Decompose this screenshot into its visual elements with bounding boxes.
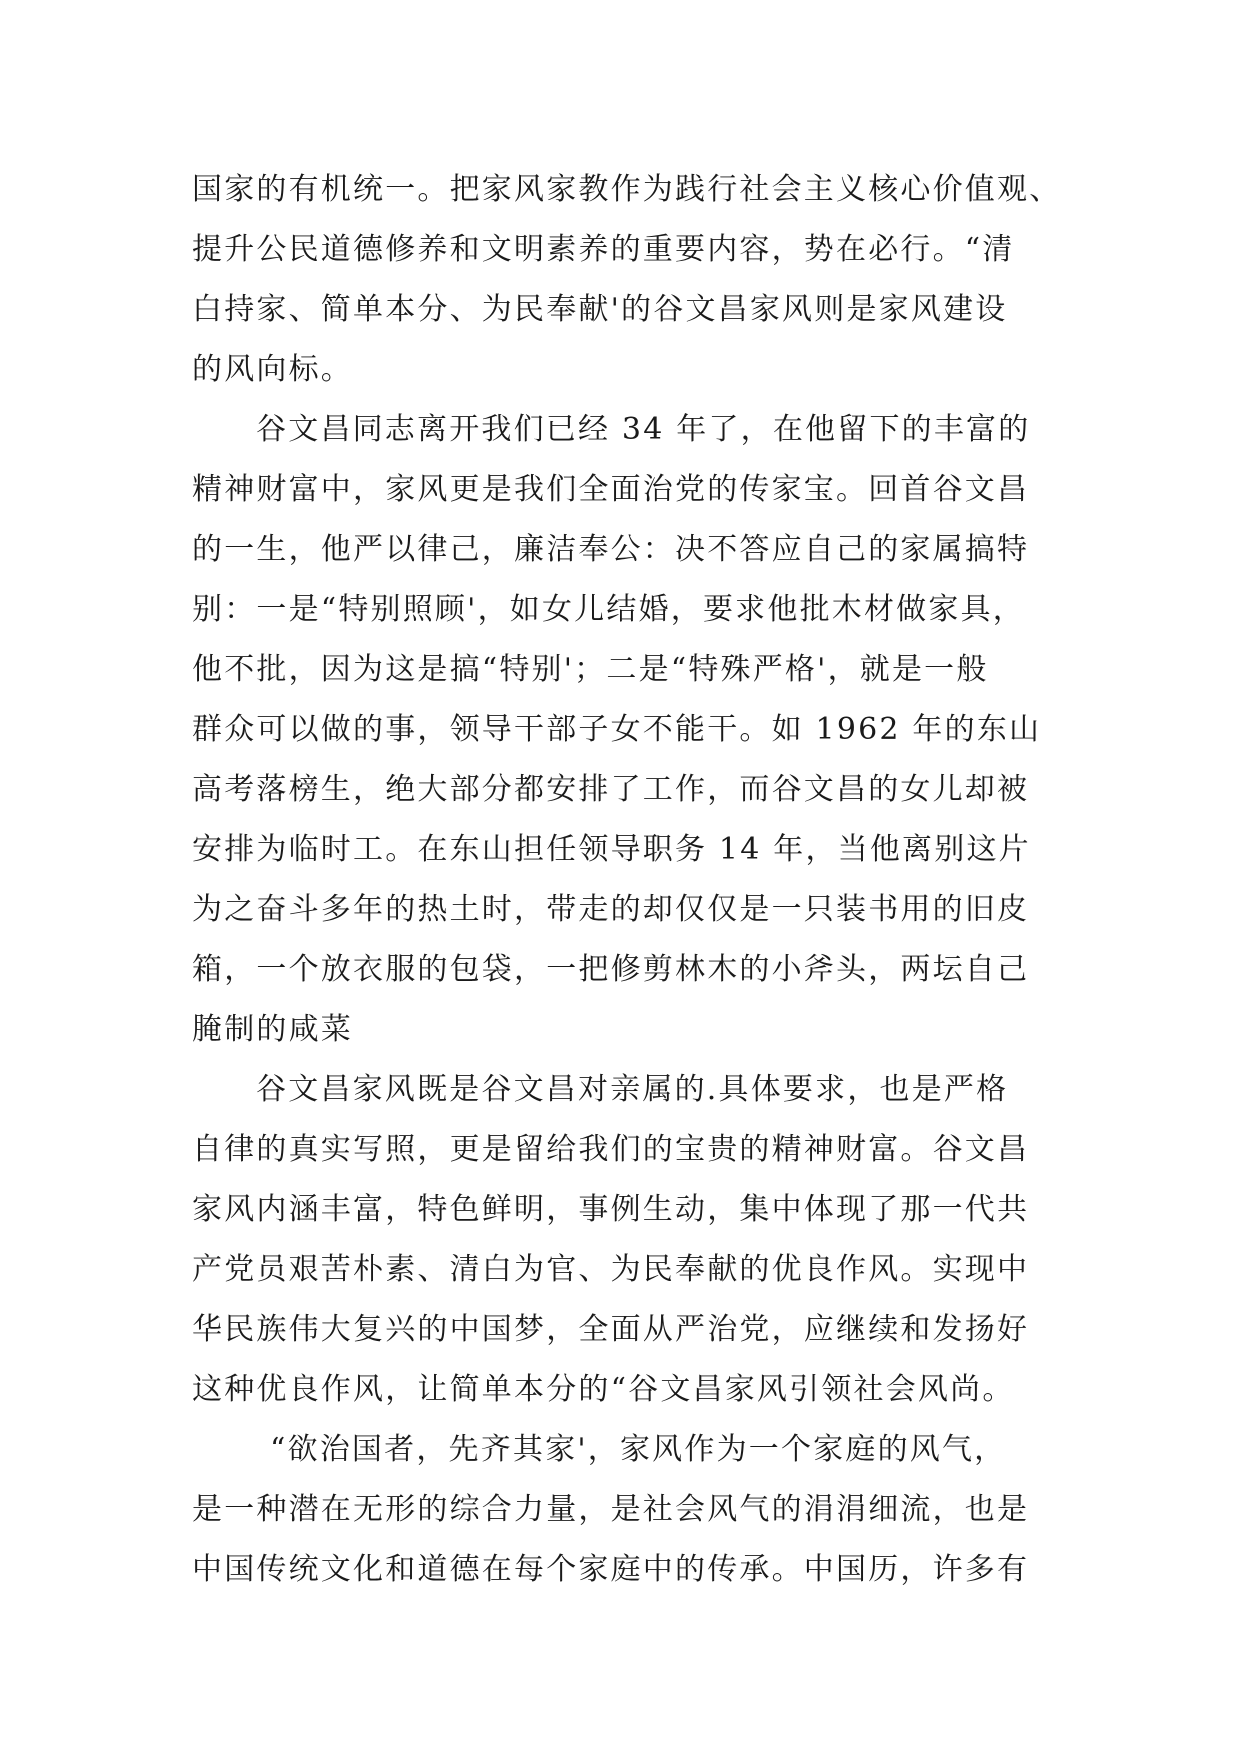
paragraph-line: 产党员艰苦朴素、清白为官、为民奉献的优良作风。实现中	[192, 1252, 1030, 1287]
paragraph-line: 他不批，因为这是搞“特别'；二是“特殊严格'，就是一般	[192, 652, 989, 687]
paragraph-line: 这种优良作风，让简单本分的“谷文昌家风引领社会风尚。	[192, 1372, 1015, 1407]
paragraph-line: 谷文昌同志离开我们已经 34 年了，在他留下的丰富的	[256, 412, 1031, 447]
paragraph-line: “欲治国者，先齐其家'，家风作为一个家庭的风气，	[270, 1432, 1007, 1467]
document-body	[192, 160, 1092, 1600]
paragraph-line: 是一种潜在无形的综合力量，是社会风气的涓涓细流，也是	[192, 1492, 1030, 1527]
paragraph-line: 华民族伟大复兴的中国梦，全面从严治党，应继续和发扬好	[192, 1312, 1030, 1347]
paragraph-line: 提升公民道德修养和文明素养的重要内容，势在必行。“清	[192, 232, 1015, 267]
paragraph-line: 精神财富中，家风更是我们全面治党的传家宝。回首谷文昌	[192, 472, 1030, 507]
paragraph-line: 高考落榜生，绝大部分都安排了工作，而谷文昌的女儿却被	[192, 772, 1030, 807]
paragraph	[192, 160, 1092, 400]
paragraph-line: 的风向标。	[192, 352, 353, 387]
paragraph-line: 的一生，他严以律己，廉洁奉公：决不答应自己的家属搞特	[192, 532, 1030, 567]
paragraph	[192, 400, 1092, 1060]
paragraph-line: 别：一是“特别照顾'，如女儿结婚，要求他批木材做家具，	[192, 592, 1025, 627]
paragraph-line: 群众可以做的事，领导干部子女不能干。如 1962 年的东山	[192, 712, 1042, 747]
paragraph-line: 腌制的咸菜	[192, 1012, 353, 1047]
paragraph-line: 自律的真实写照，更是留给我们的宝贵的精神财富。谷文昌	[192, 1132, 1030, 1167]
paragraph-line: 安排为临时工。在东山担任领导职务 14 年，当他离别这片	[192, 832, 1031, 867]
paragraph-line: 箱，一个放衣服的包袋，一把修剪林木的小斧头，两坛自己	[192, 952, 1030, 987]
paragraph-line: 为之奋斗多年的热土时，带走的却仅仅是一只装书用的旧皮	[192, 892, 1030, 927]
paragraph-line: 白持家、简单本分、为民奉献'的谷文昌家风则是家风建设	[192, 292, 1008, 327]
paragraph	[192, 1060, 1092, 1420]
paragraph-line: 中国传统文化和道德在每个家庭中的传承。中国历，许多有	[192, 1552, 1030, 1587]
paragraph	[192, 1420, 1092, 1600]
paragraph-line: 谷文昌家风既是谷文昌对亲属的.具体要求，也是严格	[256, 1072, 1009, 1107]
paragraph-line: 国家的有机统一。把家风家教作为践行社会主义核心价值观、	[192, 172, 1062, 207]
paragraph-line: 家风内涵丰富，特色鲜明，事例生动，集中体现了那一代共	[192, 1192, 1030, 1227]
